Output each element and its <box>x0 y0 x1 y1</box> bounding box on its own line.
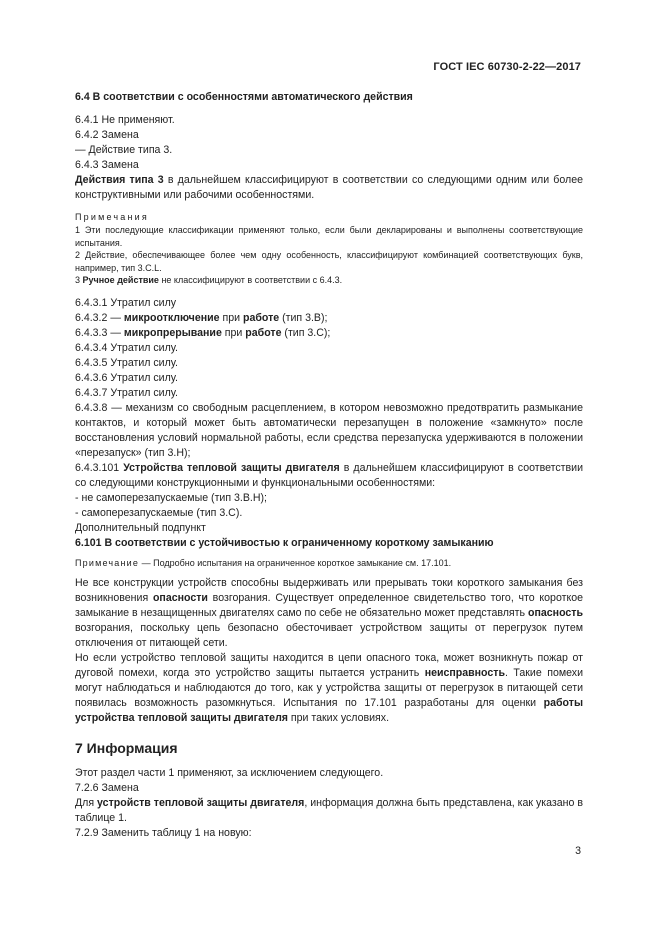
clause-6-4-3-text <box>75 173 583 203</box>
term-motor-thermal-protectors: устройств тепловой защиты двигателя <box>97 797 305 809</box>
subitem-self-resetting: - самоперезапускаемые (тип 3.С). <box>75 506 243 519</box>
clause-7-2-6: 7.2.6 Замена <box>75 782 139 794</box>
page-number: 3 <box>575 845 581 857</box>
clause-6-4-3-101-num: 6.4.3.101 <box>75 461 124 474</box>
para1-part-a: Не все конструкции устройств способны выдерживать или прерывать токи короткого замыкания без возникновения <box>75 577 583 604</box>
para2-part-d: при таких условиях. <box>287 712 390 724</box>
para1-part-d: возгорания, поскольку цепь безопасно обесточивает устройством защиты от перегрузок путем отключения от питающей сети. <box>75 622 583 649</box>
clause-7-2-6-rest: , информация должна быть представлена, как указано в таблице 1. <box>75 797 583 824</box>
term-action-type-3: Действия типа 3 <box>75 174 164 186</box>
clause-7-2-6-pre: Для <box>75 797 98 809</box>
clause-6-4-3-2-num: 6.4.3.2 — <box>75 311 124 324</box>
term-fault: неисправность <box>424 667 505 679</box>
clause-6-4-3-5: 6.4.3.5 Утратил силу. <box>75 356 178 369</box>
standard-header: ГОСТ IEC 60730-2-22—2017 <box>433 61 581 73</box>
note-3-num: 3 <box>75 275 83 285</box>
section-6-4-heading: 6.4 В соответствии с особенностями автоматического действия <box>75 91 413 103</box>
clause-6-4-3-3 <box>75 326 583 341</box>
note-1: 1 Эти последующие классификации применяют только, если были декларированы и выполнены соответствующие испытания. <box>75 225 583 248</box>
clause-6-4-3-7: 6.4.3.7 Утратил силу. <box>75 386 178 399</box>
clause-6-4-1: 6.4.1 Не применяют. <box>75 114 175 126</box>
term-micro-disconnection: микроотключение <box>123 311 220 324</box>
clause-6-4-3-101-rest: в дальнейшем классифицируют в соответствии со следующими конструкционными и функциональными особенностями: <box>75 461 583 489</box>
subitem-non-self-resetting: - не самоперезапускаемые (тип 3.В.Н); <box>75 491 267 504</box>
clause-6-101-heading: 6.101 В соответствии с устойчивостью к ограниченному короткому замыканию <box>75 536 494 549</box>
term-operation: работе <box>245 326 282 339</box>
paragraph-arc-fire <box>75 651 583 726</box>
clause-6-4-3-6: 6.4.3.6 Утратил силу. <box>75 371 178 384</box>
term-operation: работе <box>242 311 280 324</box>
clause-6-4-3-3-mid: при <box>221 326 246 339</box>
clause-7-2-6-text <box>75 796 583 826</box>
paragraph-short-circuit <box>75 576 583 651</box>
clause-6-4-3-2 <box>75 311 583 326</box>
clause-6-4-3-1: 6.4.3.1 Утратил силу <box>75 296 177 309</box>
clause-6-4-3-2-end: (тип 3.B); <box>279 311 328 324</box>
clause-6-4-3-4: 6.4.3.4 Утратил силу. <box>75 341 178 354</box>
note-6-101-title: Примечание <box>75 557 140 568</box>
clause-6-4-3-8: 6.4.3.8 — механизм со свободным расцеплением, в котором невозможно предотвратить размыкание контактов, и который может быть автоматически перезапущен в положение «замкнуто» после восстановления условий нормальной работы, если средства перезапуска удерживаются в положении «перезапуск» (тип 3.H); <box>75 401 583 459</box>
para1-part-c: возгорания. Существует определенное свидетельство того, что короткое замыкание в незащищенных двигателях само по себе не обязательно может представлять <box>75 592 583 619</box>
notes-title: Примечания <box>75 212 149 222</box>
clause-7-2-9: 7.2.9 Заменить таблицу 1 на новую: <box>75 827 252 839</box>
clause-6-4-3-3-end: (тип 3.C); <box>281 326 331 339</box>
additional-subclause: Дополнительный подпункт <box>75 521 206 534</box>
section-7-heading: 7 Информация <box>75 740 178 756</box>
note-6-101 <box>75 557 583 570</box>
term-hazard: опасность <box>528 607 583 619</box>
term-motor-thermal-protector: Устройства тепловой защиты двигателя <box>123 461 340 474</box>
term-motor-protector-operation: работы устройства тепловой защиты двигателя <box>75 697 583 724</box>
clause-6-4-2: 6.4.2 Замена <box>75 129 139 141</box>
term-micro-interruption: микропрерывание <box>123 326 222 339</box>
section-7-intro: Этот раздел части 1 применяют, за исключением следующего. <box>75 767 384 779</box>
clause-6-4-3-3-num: 6.4.3.3 — <box>75 326 124 339</box>
para2-part-c: . Такие помехи могут наблюдаться и наблюдаются до того, как у устройства защиты от перегрузок в питающей сети появилась возможность разомкнуться. Испытания по 17.101 разработаны для оценки <box>75 667 583 709</box>
page-content <box>75 90 583 841</box>
note-3-rest: не классифицируют в соответствии с 6.4.3. <box>158 275 343 285</box>
term-manual-action: Ручное действие <box>82 275 159 285</box>
term-hazard: опасности <box>152 592 208 604</box>
clause-6-4-3-101 <box>75 461 583 491</box>
clause-6-4-3: 6.4.3 Замена <box>75 159 139 171</box>
clause-6-4-3-2-mid: при <box>219 311 243 324</box>
note-2: 2 Действие, обеспечивающее более чем одну особенность, классифицируют комбинацией соответствующих букв, например, тип 3.C.L. <box>75 250 583 273</box>
clause-6-4-2-text: — Действие типа 3. <box>75 144 173 156</box>
note-6-101-text: — Подробно испытания на ограниченное короткое замыкание см. 17.101. <box>139 557 452 568</box>
clause-6-4-3-rest: в дальнейшем классифицируют в соответствии со следующими одним или более конструктивными или рабочими особенностями. <box>75 174 584 201</box>
note-3 <box>75 274 583 287</box>
para2-part-a: Но если устройство тепловой защиты находится в цепи опасного тока, может возникнуть пожар от дуговой помехи, когда это устройство защиты пытается устранить <box>75 652 583 679</box>
